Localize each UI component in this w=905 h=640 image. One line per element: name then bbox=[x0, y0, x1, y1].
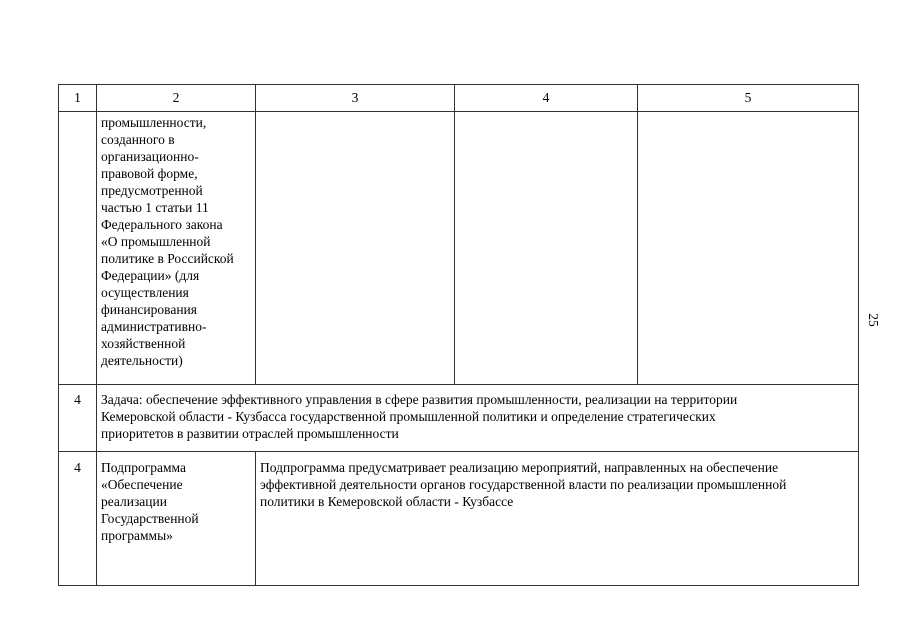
text-line: частью 1 статьи 11 bbox=[101, 200, 209, 215]
text-line: созданного в bbox=[101, 132, 175, 147]
row-number: 4 bbox=[59, 452, 97, 586]
text-line: промышленности, bbox=[101, 115, 207, 130]
table-row bbox=[59, 112, 859, 385]
col-header-2: 2 bbox=[97, 85, 256, 112]
text-line: деятельности) bbox=[101, 353, 183, 368]
text-line: политике в Российской bbox=[101, 251, 234, 266]
col-header-3: 3 bbox=[256, 85, 455, 112]
text-line: Федерации» (для bbox=[101, 268, 200, 283]
text-line: осуществления bbox=[101, 285, 189, 300]
text-line: правовой форме, bbox=[101, 166, 198, 181]
col-header-1: 1 bbox=[59, 85, 97, 112]
indicator-text-cell bbox=[97, 112, 256, 385]
subprogram-description-cell bbox=[256, 452, 859, 586]
text-line: организационно- bbox=[101, 149, 199, 164]
col-header-4: 4 bbox=[455, 85, 638, 112]
row-number-cell bbox=[59, 112, 97, 385]
text-line: Государственной bbox=[101, 511, 199, 526]
empty-cell bbox=[638, 112, 859, 385]
text-line: финансирования bbox=[101, 302, 197, 317]
row-number: 4 bbox=[59, 385, 97, 452]
page-number: 25 bbox=[865, 313, 881, 327]
col-header-5: 5 bbox=[638, 85, 859, 112]
text-line: Подпрограмма bbox=[101, 460, 186, 475]
text-line: «О промышленной bbox=[101, 234, 211, 249]
table-row bbox=[59, 385, 859, 452]
text-line: хозяйственной bbox=[101, 336, 186, 351]
text-line: предусмотренной bbox=[101, 183, 203, 198]
subprogram-name-cell bbox=[97, 452, 256, 586]
text-line: Подпрограмма предусматривает реализацию мероприятий, направленных на обеспечение bbox=[260, 460, 779, 475]
empty-cell bbox=[256, 112, 455, 385]
empty-cell bbox=[455, 112, 638, 385]
program-table bbox=[58, 84, 859, 586]
column-number-row bbox=[59, 85, 859, 112]
text-line: политики в Кемеровской области - Кузбассе bbox=[260, 494, 514, 509]
text-line: Задача: обеспечение эффективного управления в сфере развития промышленности, реализации на территории bbox=[101, 392, 738, 407]
text-line: «Обеспечение bbox=[101, 477, 183, 492]
text-line: приоритетов в развитии отраслей промышленности bbox=[101, 426, 399, 441]
text-line: программы» bbox=[101, 528, 173, 543]
text-line: эффективной деятельности органов государственной власти по реализации промышленной bbox=[260, 477, 787, 492]
text-line: Федерального закона bbox=[101, 217, 223, 232]
text-line: Кемеровской области - Кузбасса государственной промышленной политики и определение стратегических bbox=[101, 409, 716, 424]
text-line: административно- bbox=[101, 319, 207, 334]
text-line: реализации bbox=[101, 494, 167, 509]
task-cell bbox=[97, 385, 859, 452]
table-row bbox=[59, 452, 859, 586]
